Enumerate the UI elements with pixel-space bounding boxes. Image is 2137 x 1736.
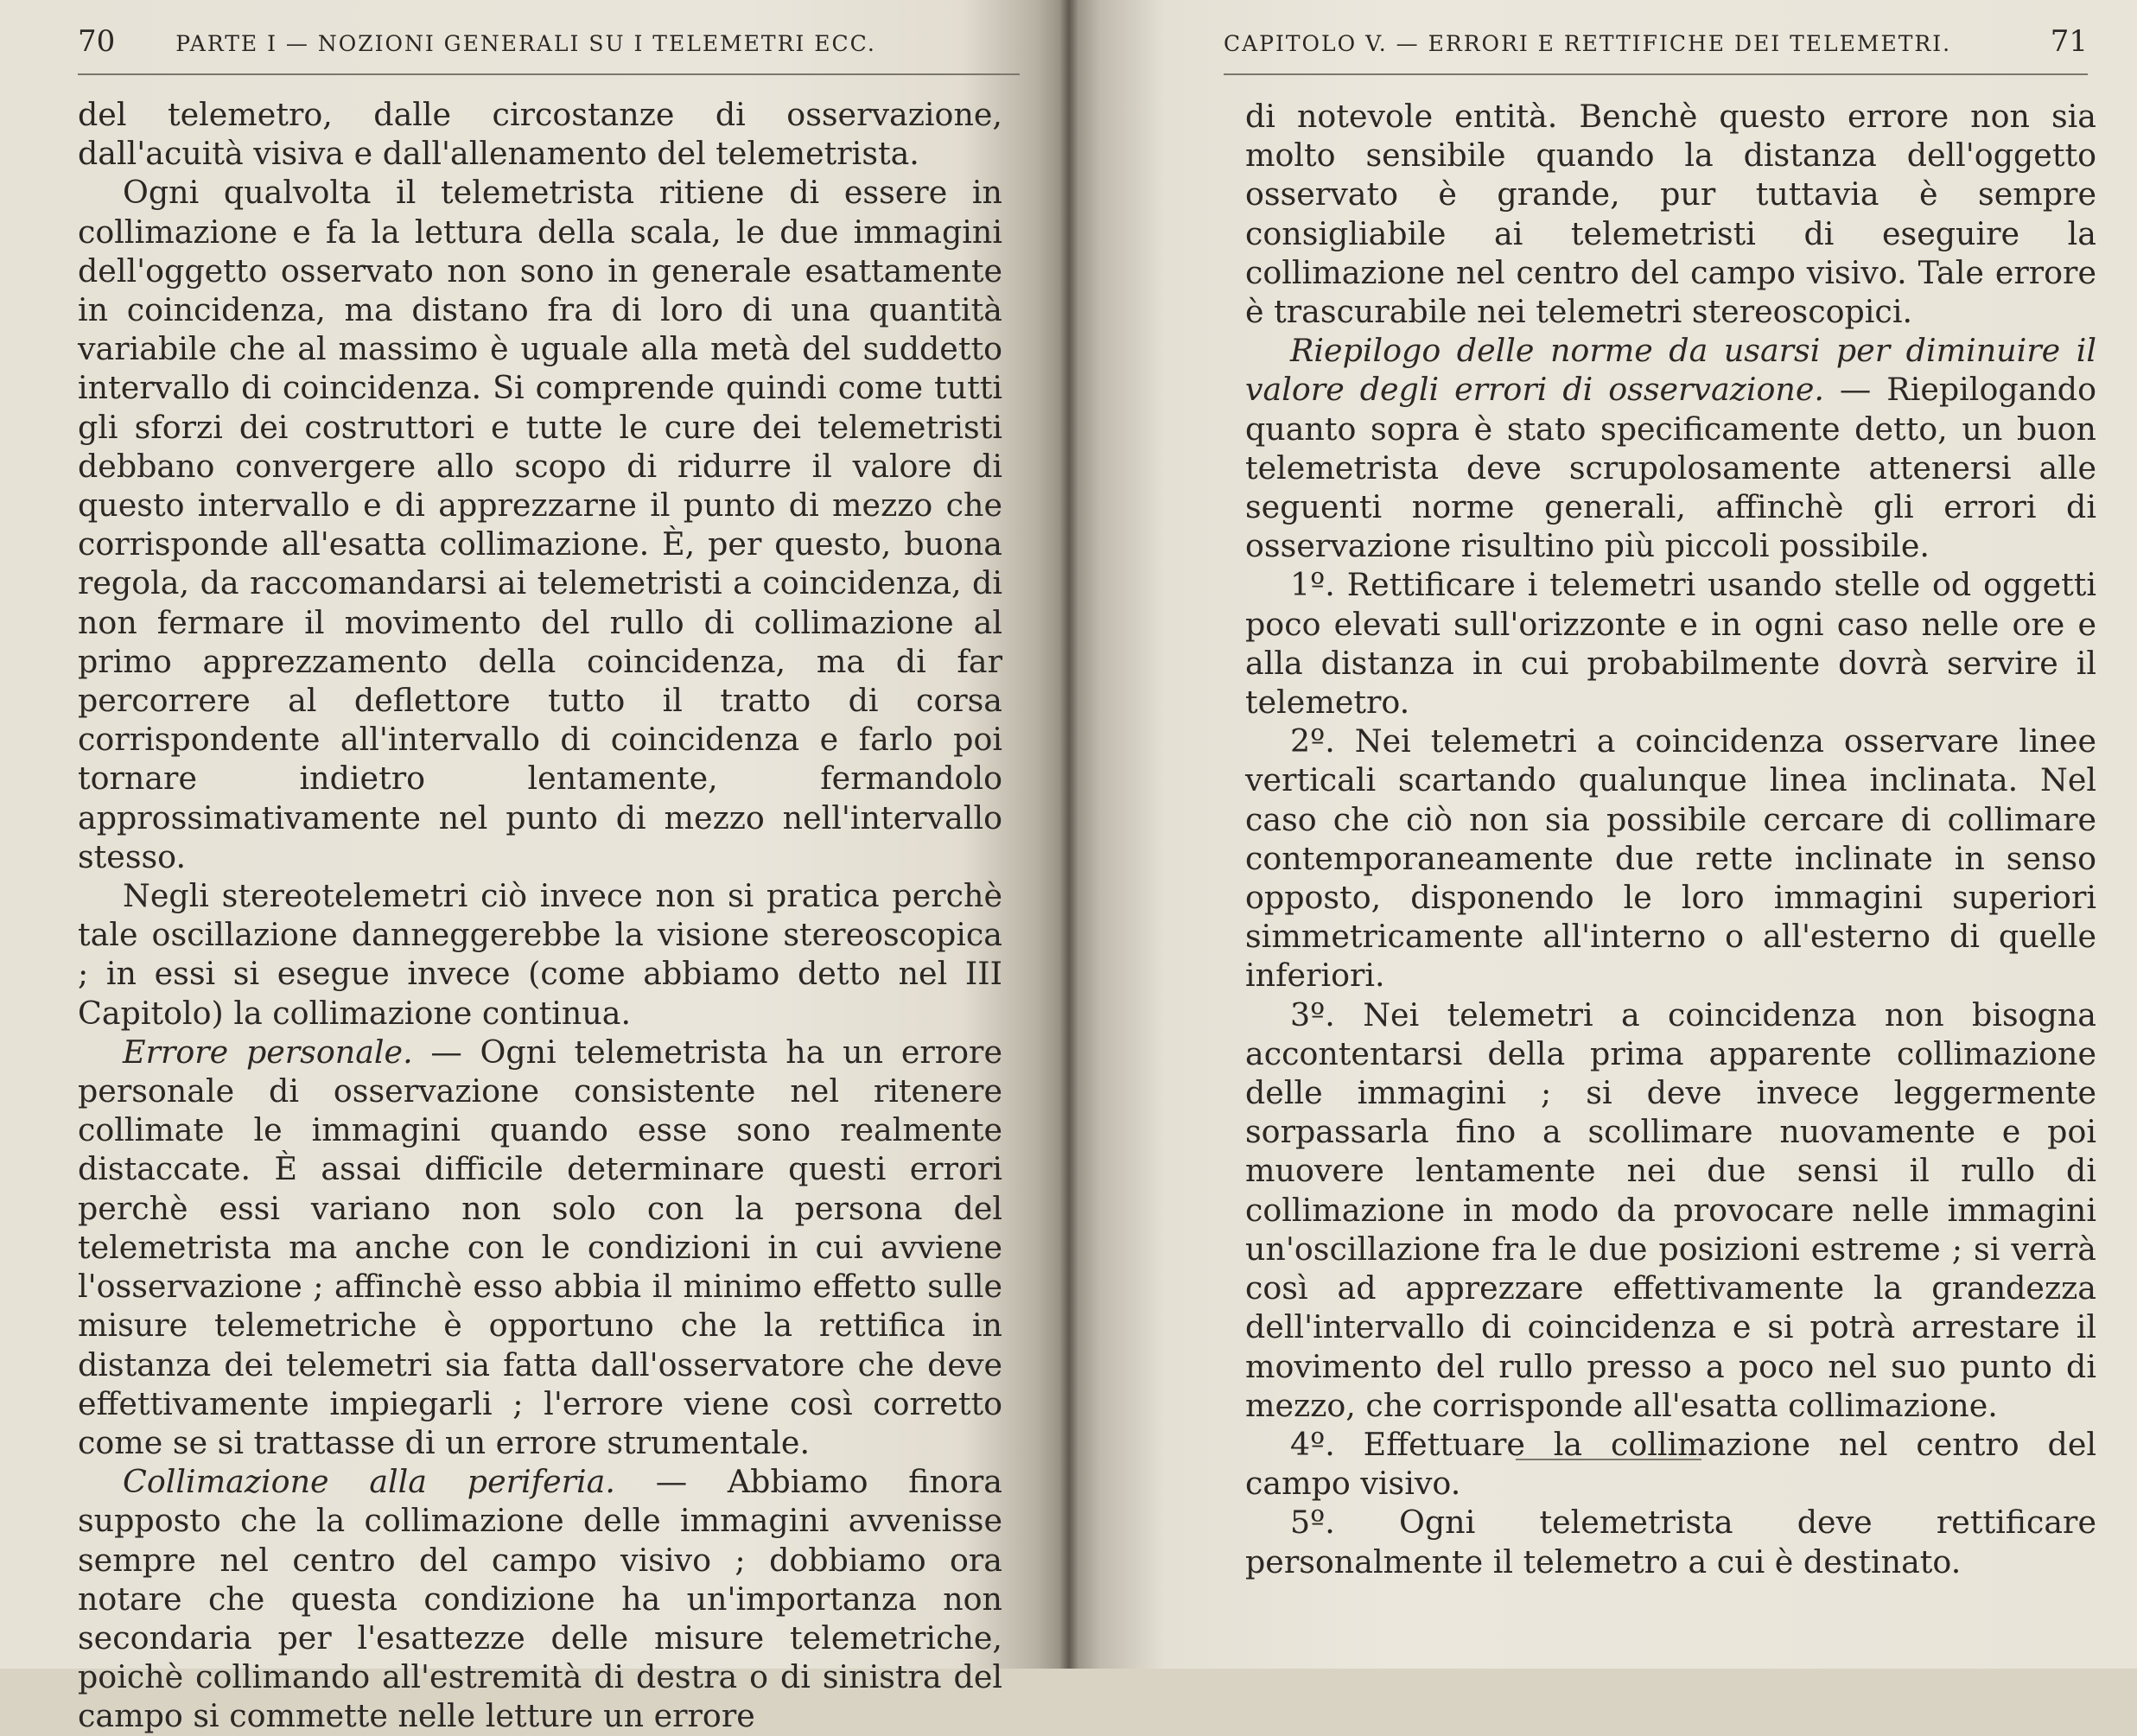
paragraph xyxy=(78,876,1002,1033)
list-item xyxy=(1245,1503,2096,1580)
left-page-body xyxy=(78,95,1002,1736)
book-gutter xyxy=(1059,0,1078,1669)
paragraph xyxy=(1245,331,2096,565)
paragraph-text: 2º. Nei telemetri a coincidenza osservare linee verticali scartando qualunque linea inclinata. Nel caso che ciò non sia possibile cercare di collimare contemporaneamente due rette inclinate in senso opposto, disponendo le loro immagini superiori simmetricamente all'interno o all'esterno di quelle inferiori. xyxy=(1245,722,2096,995)
right-page-header xyxy=(1224,24,2088,67)
paragraph xyxy=(78,173,1002,876)
paragraph-text: 4º. Effettuare la collimazione nel centro del campo visivo. xyxy=(1245,1425,2096,1503)
right-page-number: 71 xyxy=(2050,24,2088,59)
paragraph-text: 3º. Nei telemetri a coincidenza non bisogna accontentarsi della prima apparente collimazione delle immagini ; si deve invece leggermente sorpassarla fino a scollimare nuovamente e poi muovere lentamente nei due sensi il rullo di collimazione in modo da provocare nelle immagini un'oscillazione fra le due posizioni estreme ; si verrà così ad apprezzare effettivamente la grandezza dell'intervallo di coincidenza e si potrà arrestare il movimento del rullo presso a poco nel suo punto di mezzo, che corrisponde all'esatta collimazione. xyxy=(1245,995,2096,1424)
paragraph-text: — Abbiamo finora supposto che la collimazione delle immagini avvenisse sempre nel centro del campo visivo ; dobbiamo ora notare che questa condizione ha un'importanza non secondaria per l'esattezze delle misure telemetriche, poichè collimando all'estremità di destra o di sinistra del campo si commette nelle letture un errore xyxy=(78,1463,1002,1735)
paragraph-text: — Riepilogando quanto sopra è stato specificamente detto, un buon telemetrista deve scrupolosamente attenersi alle seguenti norme generali, affinchè gli errori di osservazione risultino più piccoli possibile. xyxy=(1245,371,2096,565)
right-page-body xyxy=(1245,97,2096,1581)
right-header-rule xyxy=(1224,73,2088,75)
section-heading: Errore personale. xyxy=(123,1033,413,1071)
paragraph-text: Ogni qualvolta il telemetrista ritiene di essere in collimazione e fa la lettura della scala, le due immagini dell'oggetto osservato non sono in generale esattamente in coincidenza, ma distano fra di loro di una quantità variabile che al massimo è uguale alla metà del suddetto intervallo di coincidenza. Si comprende quindi come tutti gli sforzi dei costruttori e tutte le cure dei telemetristi debbano convergere allo scopo di ridurre il valore di questo intervallo e di apprezzarne il punto di mezzo che corrisponde all'esatta collimazione. È, per questo, buona regola, da raccomandarsi ai telemetristi a coincidenza, di non fermare il movimento del rullo di collimazione al primo apprezzamento della coincidenza, ma di far percorrere al deflettore tutto il tratto di corsa corrispondente all'intervallo di coincidenza e farlo poi tornare indietro lentamente, fermandolo approssimativamente nel punto di mezzo nell'intervallo stesso. xyxy=(78,174,1002,875)
paragraph-text: di notevole entità. Benchè questo errore non sia molto sensibile quando la distanza dell'oggetto osservato è grande, pur tuttavia è sempre consigliabile ai telemetristi di eseguire la collimazione nel centro del campo visivo. Tale errore è trascurabile nei telemetri stereoscopici. xyxy=(1245,98,2096,331)
left-header-rule xyxy=(78,73,1020,75)
paragraph-text: 5º. Ogni telemetrista deve rettificare personalmente il telemetro a cui è destinato. xyxy=(1245,1504,2096,1580)
section-heading: Riepilogo delle norme da usarsi per diminuire il valore degli errori di osservazione. xyxy=(1245,332,2096,409)
paragraph-text: Negli stereotelemetri ciò invece non si pratica perchè tale oscillazione danneggerebbe la visione stereoscopica ; in essi si esegue invece (come abbiamo detto nel III Capitolo) la collimazione continua. xyxy=(78,877,1002,1032)
list-item xyxy=(1245,1425,2096,1503)
paragraph xyxy=(78,95,1002,173)
list-item xyxy=(1245,995,2096,1425)
paragraph-text: — Ogni telemetrista ha un errore personale di osservazione consistente nel ritenere collimate le immagini quando esse sono realmente distaccate. È assai difficile determinare questi errori perchè essi variano non solo con la persona del telemetrista ma anche con le condizioni in cui avviene l'osservazione ; affinchè esso abbia il minimo effetto sulle misure telemetriche è opportuno che la rettifica in distanza dei telemetri sia fatta dall'osservatore che deve effettivamente impiegarli ; l'errore viene così corretto come se si trattasse di un errore strumentale. xyxy=(78,1033,1002,1461)
paragraph xyxy=(78,1033,1002,1462)
paragraph xyxy=(78,1462,1002,1735)
section-heading: Collimazione alla periferia. xyxy=(123,1463,615,1501)
chapter-end-rule xyxy=(1516,1459,1701,1460)
left-running-head: PARTE I — NOZIONI GENERALI SU I TELEMETRI ECC. xyxy=(175,31,876,56)
paragraph-text: del telemetro, dalle circostanze di osservazione, dall'acuità visiva e dall'allenamento del telemetrista. xyxy=(78,96,1002,173)
left-page xyxy=(0,0,1068,1735)
paragraph-text: 1º. Rettificare i telemetri usando stelle od oggetti poco elevati sull'orizzonte e in ogni caso nelle ore e alla distanza in cui probabilmente dovrà servire il telemetro. xyxy=(1245,566,2096,722)
left-page-header xyxy=(78,24,1011,67)
paragraph xyxy=(1245,97,2096,331)
list-item xyxy=(1245,565,2096,722)
list-item xyxy=(1245,722,2096,995)
right-running-head: CAPITOLO V. — ERRORI E RETTIFICHE DEI TELEMETRI. xyxy=(1224,31,1952,56)
left-page-number: 70 xyxy=(78,24,116,59)
right-page xyxy=(1068,0,2137,1669)
